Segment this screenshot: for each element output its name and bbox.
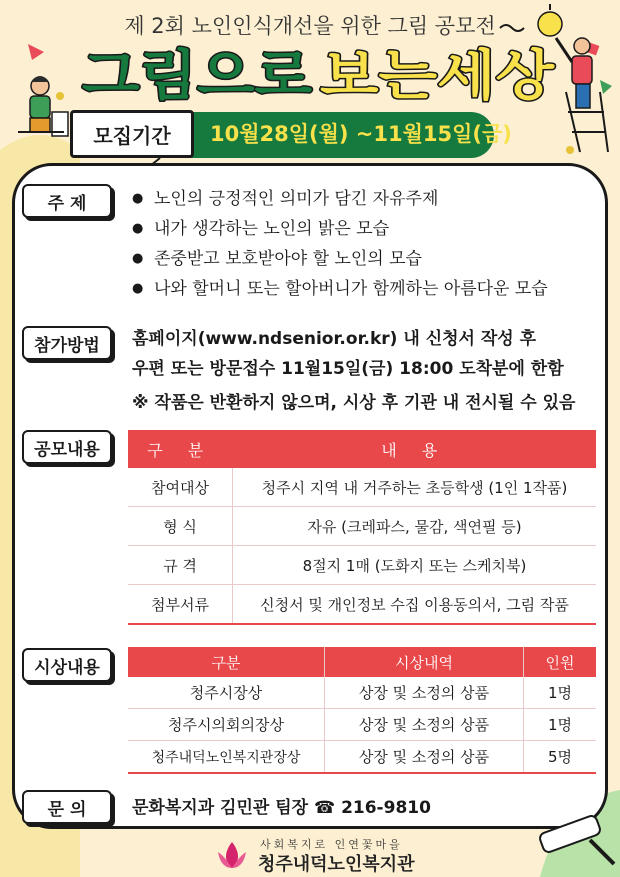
table-cell: 신청서 및 개인정보 수집 이용동의서, 그림 작품 <box>233 585 597 625</box>
table-cell: 청주시 지역 내 거주하는 초등학생 (1인 1작품) <box>233 468 597 507</box>
table-cell: 청주시장상 <box>128 677 325 709</box>
table-row <box>128 546 596 585</box>
method-line2: 우편 또는 방문접수 11월15일(금) 18:00 도착분에 한함 <box>132 359 564 379</box>
inquiry-value: 문화복지과 김민관 팀장 ☎ 216-9810 <box>132 798 431 818</box>
table-row <box>128 709 596 741</box>
list-item: ● 노인의 긍정적인 의미가 담긴 자유주제 <box>132 184 592 214</box>
table-cell: 첨부서류 <box>128 585 233 625</box>
period-label: 모집기간 <box>70 110 194 158</box>
org-name: 청주내덕노인복지관 <box>258 854 415 875</box>
inquiry-label: 문 의 <box>22 790 112 824</box>
method-note: ※ 작품은 반환하지 않으며, 시상 후 기관 내 전시될 수 있음 <box>132 393 576 413</box>
list-item: ● 나와 할머니 또는 할아버니가 함께하는 아름다운 모습 <box>132 274 592 304</box>
theme-list <box>132 184 592 304</box>
contest-table <box>128 430 596 625</box>
period-value: 10월28일(월) ~11월15일(금) <box>210 122 512 146</box>
table-header: 인원 <box>524 647 597 677</box>
table-header: 구 분 <box>128 430 233 468</box>
table-cell: 1명 <box>524 709 597 741</box>
main-title <box>74 42 564 104</box>
painter-illustration <box>8 68 74 148</box>
table-row <box>128 585 596 625</box>
table-header: 구분 <box>128 647 325 677</box>
org-slogan: 사회복지로 인연꽃마을 <box>260 838 403 851</box>
list-item: ● 존중받고 보호받아야 할 노인의 모습 <box>132 244 592 274</box>
table-header: 내 용 <box>233 430 597 468</box>
awards-table <box>128 647 596 774</box>
title-part2: 보는세상 <box>320 44 555 104</box>
table-row <box>128 741 596 774</box>
table-row <box>128 468 596 507</box>
contest-label: 공모내용 <box>22 430 112 464</box>
list-item: ● 내가 생각하는 노인의 밝은 모습 <box>132 214 592 244</box>
event-subtitle: 제 2회 노인인식개선을 위한 그림 공모전 <box>124 14 496 38</box>
table-cell: 상장 및 소정의 상품 <box>325 741 524 774</box>
table-cell: 상장 및 소정의 상품 <box>325 677 524 709</box>
title-part1: 그림으로 <box>82 44 312 104</box>
ladder-illustration <box>520 2 620 162</box>
table-cell: 8절지 1매 (도화지 또는 스케치북) <box>233 546 597 585</box>
table-cell: 참여대상 <box>128 468 233 507</box>
table-row <box>128 677 596 709</box>
table-cell: 5명 <box>524 741 597 774</box>
theme-label: 주 제 <box>22 184 112 218</box>
table-cell: 청주내덕노인복지관장상 <box>128 741 325 774</box>
table-cell: 청주시의회의장상 <box>128 709 325 741</box>
method-label: 참가방법 <box>22 326 112 360</box>
table-cell: 1명 <box>524 677 597 709</box>
awards-label: 시상내용 <box>22 648 112 682</box>
table-header: 시상내역 <box>325 647 524 677</box>
table-cell: 규 격 <box>128 546 233 585</box>
method-line1: 홈페이지(www.ndsenior.or.kr) 내 신청서 작성 후 <box>132 329 537 349</box>
table-cell: 형 식 <box>128 507 233 546</box>
table-cell: 자유 (크레파스, 물감, 색연필 등) <box>233 507 597 546</box>
table-cell: 상장 및 소정의 상품 <box>325 709 524 741</box>
org-logo-icon <box>214 838 250 872</box>
paint-roller-icon <box>530 800 620 870</box>
table-row <box>128 507 596 546</box>
